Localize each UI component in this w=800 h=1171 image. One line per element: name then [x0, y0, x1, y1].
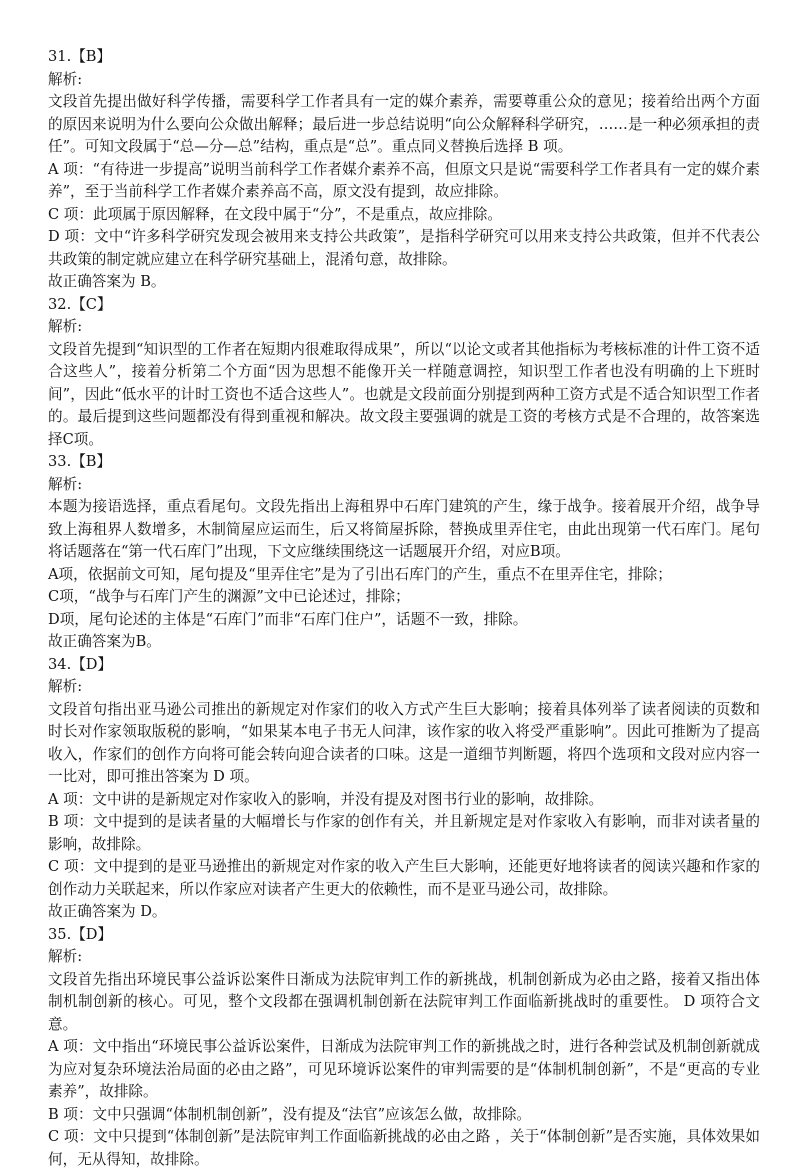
question-heading: 31.【B】 [48, 46, 760, 69]
analysis-label: 解析: [48, 946, 760, 969]
question-heading: 33.【B】 [48, 451, 760, 474]
paragraph: 本题为接语选择，重点看尾句。文段先指出上海租界中石库门建筑的产生，缘于战争。接着展开介绍，战争导致上海租界人数增多，木制简屋应运而生，后又将简屋拆除，替换成里弄住宅，由此出现第一代石库门。尾句将话题落在“第一代石库门”出现，下文应继续围绕这一话题展开介绍，对应B项。 [48, 496, 760, 564]
paragraph: 文段首先提到“知识型的工作者在短期内很难取得成果”，所以“以论文或者其他指标为考核标准的计件工资不适合这些人”，接着分析第二个方面“因为思想不能像开关一样随意调控，知识型工作者也没有明确的上下班时间”，因此“低水平的计时工资也不适合这些人”。也就是文段前面分别提到两种工资方式是不适合知识型工作者的。最后提到这些问题都没有得到重视和解决。故文段主要强调的就是工资的考核方式是不合理的，故答案选择C项。 [48, 339, 760, 452]
paragraph: C 项：文中提到的是亚马逊推出的新规定对作家的收入产生巨大影响，还能更好地将读者的阅读兴趣和作家的创作动力关联起来，所以作家应对读者产生更大的依赖性，而不是亚马逊公司，故排除。 [48, 856, 760, 901]
question-31 [48, 46, 760, 294]
question-32 [48, 294, 760, 452]
question-heading: 34.【D】 [48, 654, 760, 677]
analysis-label: 解析: [48, 474, 760, 497]
paragraph: D项，尾句论述的主体是“石库门”而非“石库门住户”，话题不一致，排除。 [48, 609, 760, 632]
paragraph: C项，“战争与石库门产生的渊源”文中已论述过，排除； [48, 586, 760, 609]
question-heading: 32.【C】 [48, 294, 760, 317]
paragraph: B 项：文中只强调“体制机制创新”，没有提及“法官”应该怎么做，故排除。 [48, 1104, 760, 1127]
paragraph: C 项：文中只提到“体制创新”是法院审判工作面临新挑战的必由之路 ，关于“体制创新”是否实施，具体效果如何，无从得知，故排除。 [48, 1126, 760, 1171]
paragraph: A 项：文中讲的是新规定对作家收入的影响，并没有提及对图书行业的影响，故排除。 [48, 789, 760, 812]
answer-line: 故正确答案为 B。 [48, 271, 760, 294]
question-35 [48, 924, 760, 1171]
question-heading: 35.【D】 [48, 924, 760, 947]
paragraph: A 项：“有待进一步提高”说明当前科学工作者媒介素养不高，但原文只是说“需要科学工作者具有一定的媒介素养”，至于当前科学工作者媒介素养高不高，原文没有提到，故应排除。 [48, 159, 760, 204]
answer-explanations [48, 46, 760, 1171]
question-33 [48, 451, 760, 654]
paragraph: A 项：文中指出“环境民事公益诉讼案件，日渐成为法院审判工作的新挑战之时，进行各种尝试及机制创新就成为应对复杂环境法治局面的必由之路”，可见环境诉讼案件的审判需要的是“体制机制创新”，不是“更高的专业素养”，故排除。 [48, 1036, 760, 1104]
answer-line: 故正确答案为B。 [48, 631, 760, 654]
paragraph: D 项：文中“许多科学研究发现会被用来支持公共政策”，是指科学研究可以用来支持公共政策，但并不代表公共政策的制定就应建立在科学研究基础上，混淆句意，故排除。 [48, 226, 760, 271]
paragraph: C 项：此项属于原因解释，在文段中属于“分”，不是重点，故应排除。 [48, 204, 760, 227]
analysis-label: 解析: [48, 69, 760, 92]
analysis-label: 解析: [48, 316, 760, 339]
paragraph: B 项：文中提到的是读者量的大幅增长与作家的创作有关，并且新规定是对作家收入有影响，而非对读者量的影响，故排除。 [48, 811, 760, 856]
analysis-label: 解析: [48, 676, 760, 699]
paragraph: 文段首句指出亚马逊公司推出的新规定对作家们的收入方式产生巨大影响；接着具体列举了读者阅读的页数和时长对作家领取版税的影响，“如果某本电子书无人问津，该作家的收入将受严重影响”。因此可推断为了提高收入，作家们的创作方向将可能会转向迎合读者的口味。这是一道细节判断题，将四个选项和文段对应内容一一比对，即可推出答案为 D 项。 [48, 699, 760, 789]
question-34 [48, 654, 760, 924]
paragraph: A项，依据前文可知，尾句提及“里弄住宅”是为了引出石库门的产生，重点不在里弄住宅，排除； [48, 564, 760, 587]
paragraph: 文段首先提出做好科学传播，需要科学工作者具有一定的媒介素养，需要尊重公众的意见；接着给出两个方面的原因来说明为什么要向公众做出解释；最后进一步总结说明“向公众解释科学研究，……是一种必须承担的责任”。可知文段属于“总—分—总”结构，重点是“总”。重点同义替换后选择 B 项。 [48, 91, 760, 159]
paragraph: 文段首先指出环境民事公益诉讼案件日渐成为法院审判工作的新挑战，机制创新成为必由之路，接着又指出体制机制创新的核心。可见，整个文段都在强调机制创新在法院审判工作面临新挑战时的重要性。 D 项符合文意。 [48, 969, 760, 1037]
answer-line: 故正确答案为 D。 [48, 901, 760, 924]
